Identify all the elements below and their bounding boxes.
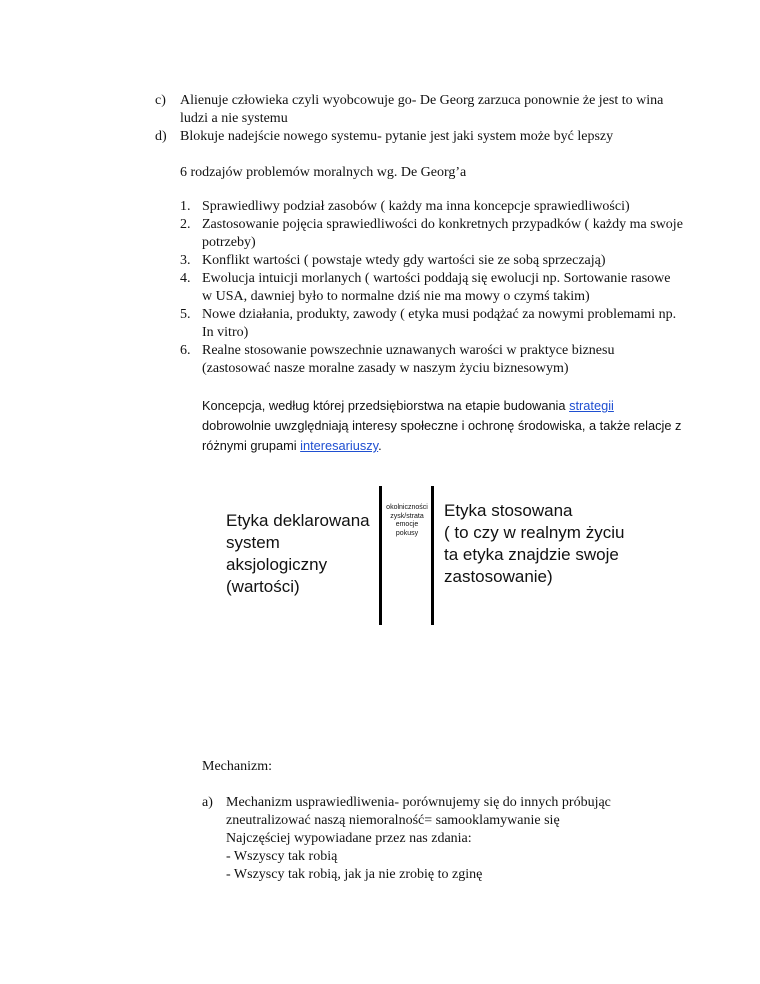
declared-ethics-block bbox=[226, 510, 370, 598]
figure-text: system bbox=[226, 533, 280, 552]
section-title: 6 rodzajów problemów moralnych wg. De Georg’a bbox=[180, 165, 467, 180]
list-item-line: Blokuje nadejście nowego systemu- pytanie jest jaki system może być lepszy bbox=[180, 129, 614, 144]
list-marker: 5. bbox=[180, 307, 191, 322]
figure-text: aksjologiczny bbox=[226, 555, 328, 574]
mechanism-title: Mechanizm: bbox=[202, 759, 272, 774]
list-item-line: (zastosować nasze moralne zasady w naszym życiu biznesowym) bbox=[202, 361, 569, 376]
definition-text: dobrowolnie uwzględniają interesy społeczne i ochronę środowiska, a także relacje z bbox=[202, 418, 682, 433]
figure-text: zastosowanie) bbox=[444, 567, 553, 586]
figure-text: Etyka deklarowana bbox=[226, 511, 370, 530]
figure-text: ( to czy w realnym życiu bbox=[444, 523, 625, 542]
definition-paragraph bbox=[202, 396, 682, 456]
list-marker: d) bbox=[155, 129, 167, 144]
list-marker: a) bbox=[202, 795, 213, 810]
factor-text: zysk/strata bbox=[390, 512, 424, 520]
list-item-line: Alienuje człowieka czyli wyobcowuje go- De Georg zarzuca ponownie że jest to wina bbox=[180, 93, 664, 108]
list-item-line: Mechanizm usprawiedliwenia- porównujemy się do innych próbując bbox=[226, 795, 611, 810]
list-item-line: Ewolucja intuicji morlanych ( wartości poddają się ewolucji np. Sortowanie rasowe bbox=[202, 271, 671, 286]
right-divider bbox=[431, 486, 434, 625]
list-marker: 2. bbox=[180, 217, 191, 232]
strategy-link[interactable]: strategii bbox=[569, 398, 614, 413]
list-item-line: In vitro) bbox=[202, 325, 249, 340]
list-item-line: Zastosowanie pojęcia sprawiedliwości do konkretnych przypadków ( każdy ma swoje bbox=[202, 217, 683, 232]
applied-ethics-block bbox=[444, 500, 624, 588]
list-item-line: w USA, dawniej było to normalne dziś nie ma mowy o czymś takim) bbox=[202, 289, 590, 304]
factors-block bbox=[384, 504, 430, 538]
list-item-line: Nowe działania, produkty, zawody ( etyka musi podążać za nowymi problemami np. bbox=[202, 307, 677, 322]
figure-text: Etyka stosowana bbox=[444, 501, 573, 520]
list-item-line: potrzeby) bbox=[202, 235, 256, 250]
list-marker: 4. bbox=[180, 271, 191, 286]
list-item-line: - Wszyscy tak robią bbox=[226, 849, 338, 864]
stakeholders-link[interactable]: interesariuszy bbox=[300, 438, 379, 453]
list-item-line: Konflikt wartości ( powstaje wtedy gdy wartości sie ze sobą sprzeczają) bbox=[202, 253, 606, 268]
list-item-line: zneutralizować naszą niemoralność= samooklamywanie się bbox=[226, 813, 560, 828]
left-divider bbox=[379, 486, 382, 625]
factor-text: okolniczności bbox=[386, 504, 428, 511]
figure-text: (wartości) bbox=[226, 577, 300, 596]
definition-text: Koncepcja, według której przedsiębiorstwa na etapie budowania bbox=[202, 398, 570, 413]
list-item-line: Najczęściej wypowiadane przez nas zdania: bbox=[226, 831, 472, 846]
list-marker: 1. bbox=[180, 199, 191, 214]
factor-text: pokusy bbox=[395, 529, 419, 537]
definition-text: różnymi grupami bbox=[202, 438, 301, 453]
list-item-line: Sprawiedliwy podział zasobów ( każdy ma inna koncepcje sprawiedliwości) bbox=[202, 199, 630, 214]
factor-text: emocje bbox=[395, 521, 419, 528]
figure-text: ta etyka znajdzie swoje bbox=[444, 545, 619, 564]
list-marker: 6. bbox=[180, 343, 191, 358]
list-item-line: ludzi a nie systemu bbox=[180, 111, 288, 126]
list-item-line: Realne stosowanie powszechnie uznawanych warości w praktyce biznesu bbox=[202, 343, 615, 358]
definition-text: . bbox=[378, 438, 382, 453]
list-item-line: - Wszyscy tak robią, jak ja nie zrobię to zginę bbox=[226, 867, 483, 882]
list-marker: c) bbox=[155, 93, 166, 108]
list-marker: 3. bbox=[180, 253, 191, 268]
